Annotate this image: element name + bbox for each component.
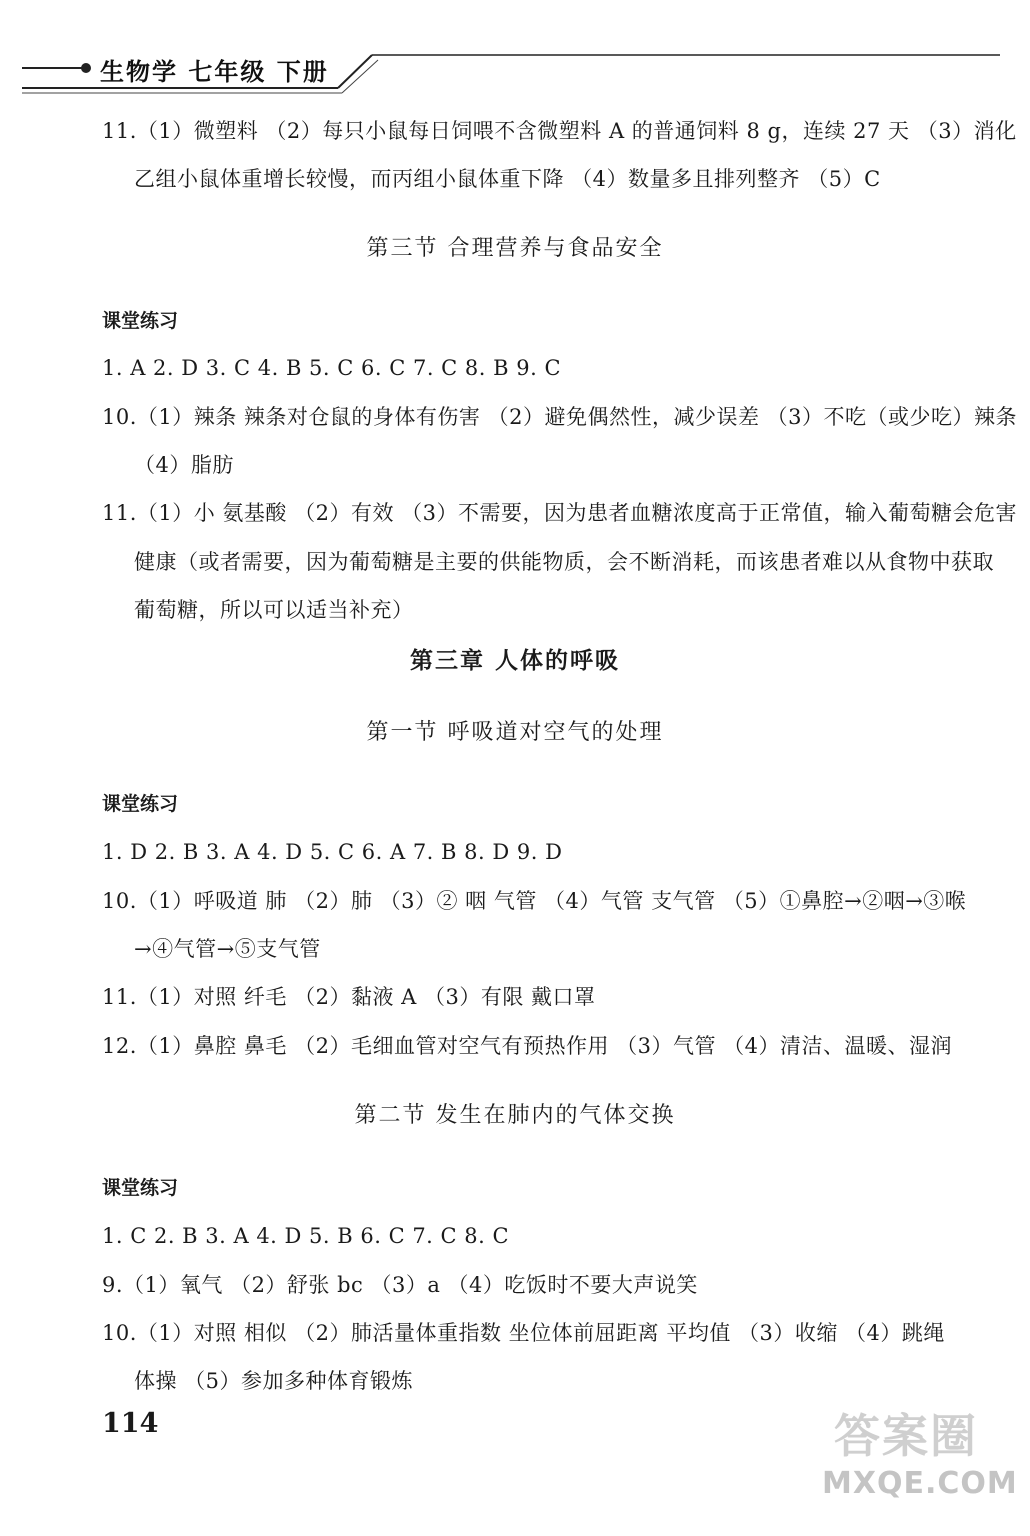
answer-line: 10.（1）辣条 辣条对仓鼠的身体有伤害 （2）避免偶然性，减少误差 （3）不吃（或少吃）辣条 [102,405,1018,429]
page-number: 114 [102,1408,159,1439]
answer-line: 1. A 2. D 3. C 4. B 5. C 6. C 7. C 8. B 9. C [102,356,562,380]
watermark-url: MXQE.COM [822,1466,1018,1501]
answer-line: 健康（或者需要，因为葡萄糖是主要的供能物质，会不断消耗，而该患者难以从食物中获取 [134,550,994,574]
section-title: 第二节 发生在肺内的气体交换 [354,1103,676,1128]
sub-heading: 课堂练习 [102,793,179,815]
answer-line: 11.（1）微塑料 （2）每只小鼠每日饲喂不含微塑料 A 的普通饲料 8 g，连续 27 天 （3）消化 [102,119,1017,143]
answer-line: 10.（1）对照 相似 （2）肺活量体重指数 坐位体前屈距离 平均值 （3）收缩 （4）跳绳 [102,1321,945,1345]
answer-line: 9.（1）氧气 （2）舒张 bc （3）a （4）吃饭时不要大声说笑 [102,1273,698,1297]
answer-line: 葡萄糖，所以可以适当补充） [134,598,414,622]
answer-line: 10.（1）呼吸道 肺 （2）肺 （3）② 咽 气管 （4）气管 支气管 （5）①鼻腔→②咽→③喉 [102,889,967,913]
page-header [0,0,1030,100]
sub-heading: 课堂练习 [102,310,179,332]
answer-line: 12.（1）鼻腔 鼻毛 （2）毛细血管对空气有预热作用 （3）气管 （4）清洁、温暖、湿润 [102,1034,953,1058]
answer-line: 体操 （5）参加多种体育锻炼 [134,1369,414,1393]
chapter-title: 第三章 人体的呼吸 [409,648,620,674]
answer-line: 11.（1）对照 纤毛 （2）黏液 A （3）有限 戴口罩 [102,985,596,1009]
answer-line: （4）脂肪 [134,453,234,477]
section-title: 第一节 呼吸道对空气的处理 [366,720,664,745]
sub-heading: 课堂练习 [102,1177,179,1199]
watermark-logo-text: 答案圈 [834,1409,978,1463]
answer-line: 11.（1）小 氨基酸 （2）有效 （3）不需要，因为患者血糖浓度高于正常值，输入葡萄糖会危害 [102,501,1018,525]
watermark [804,1400,1018,1510]
answer-line: 乙组小鼠体重增长较慢，而丙组小鼠体重下降 （4）数量多且排列整齐 （5）C [134,167,881,191]
answer-line: 1. D 2. B 3. A 4. D 5. C 6. A 7. B 8. D 9. D [102,840,563,864]
section-title: 第三节 合理营养与食品安全 [366,236,664,261]
answer-line: 1. C 2. B 3. A 4. D 5. B 6. C 7. C 8. C [102,1224,510,1248]
book-title: 生物学 七年级 下册 [100,58,329,86]
answer-line: →④气管→⑤支气管 [134,937,321,961]
